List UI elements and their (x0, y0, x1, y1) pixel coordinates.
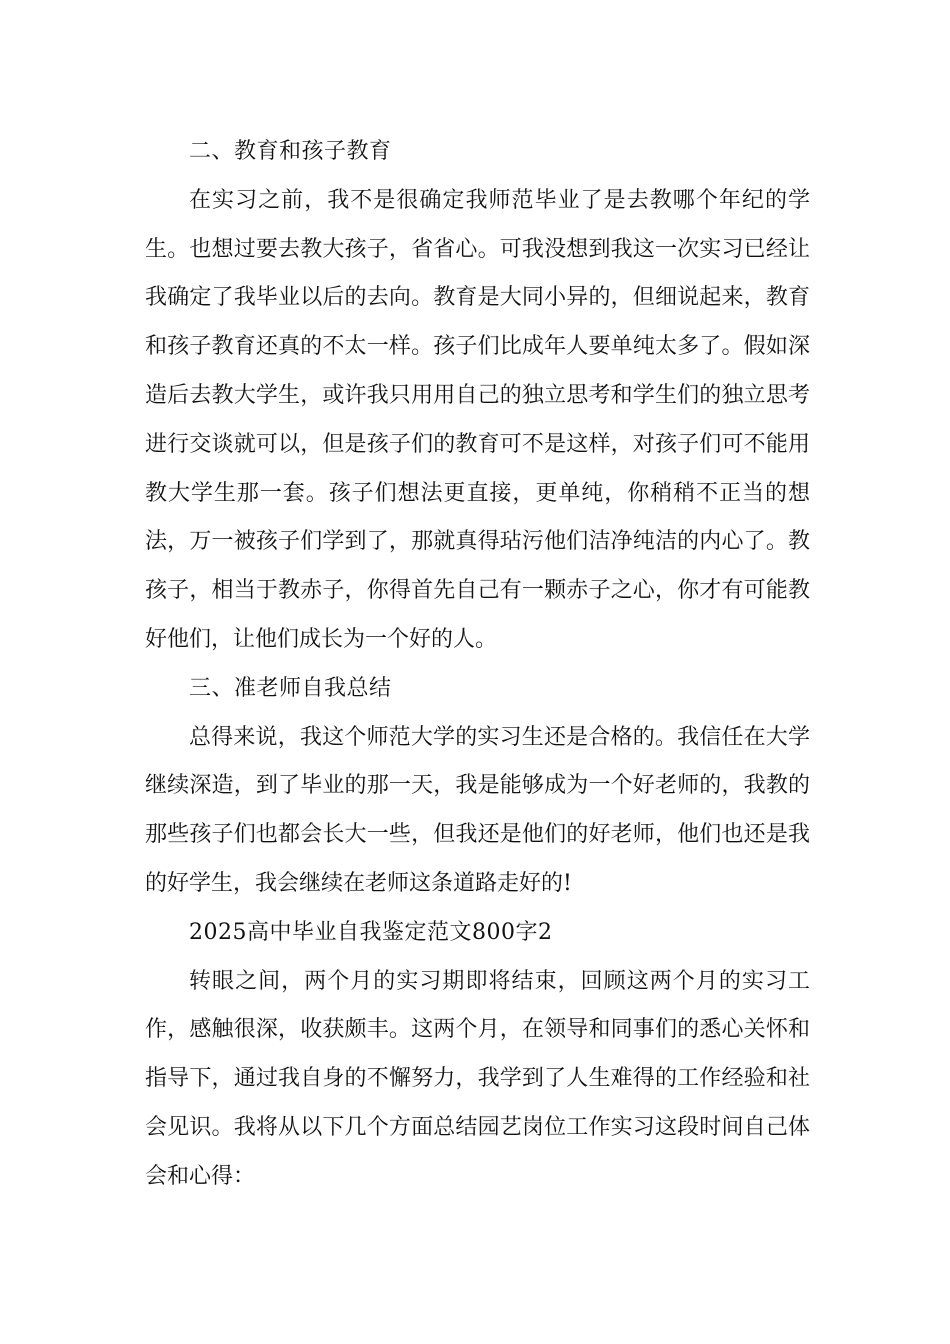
paragraph-internship: 转眼之间，两个月的实习期即将结束，回顾这两个月的实习工作，感触很深，收获颇丰。这两个月，在领导和同事们的悉心关怀和指导下，通过我自身的不懈努力，我学到了人生难得的工作经验和社会见识。我将从以下几个方面总结园艺岗位工作实习这段时间自己体会和心得： (145, 968, 810, 1189)
document-body (145, 128, 810, 1202)
paragraph-summary: 总得来说，我这个师范大学的实习生还是合格的。我信任在大学继续深造，到了毕业的那一天，我是能够成为一个好老师的，我教的那些孩子们也都会长大一些，但我还是他们的好老师，他们也还是我的好学生，我会继续在老师这条道路走好的! (145, 724, 810, 896)
article-title: 2025高中毕业自我鉴定范文800字2 (189, 919, 553, 945)
section-heading-summary: 三、准老师自我总结 (189, 675, 392, 701)
paragraph-education: 在实习之前，我不是很确定我师范毕业了是去教哪个年纪的学生。也想过要去教大孩子，省省心。可我没想到我这一次实习已经让我确定了我毕业以后的去向。教育是大同小异的，但细说起来，教育和孩子教育还真的不太一样。孩子们比成年人要单纯太多了。假如深造后去教大学生，或许我只用用自己的独立思考和学生们的独立思考进行交谈就可以，但是孩子们的教育可不是这样，对孩子们可不能用教大学生那一套。孩子们想法更直接，更单纯，你稍稍不正当的想法，万一被孩子们学到了，那就真得玷污他们洁净纯洁的内心了。教孩子，相当于教赤子，你得首先自己有一颗赤子之心，你才有可能教好他们，让他们成长为一个好的人。 (145, 187, 810, 652)
section-heading-education: 二、教育和孩子教育 (189, 139, 392, 164)
